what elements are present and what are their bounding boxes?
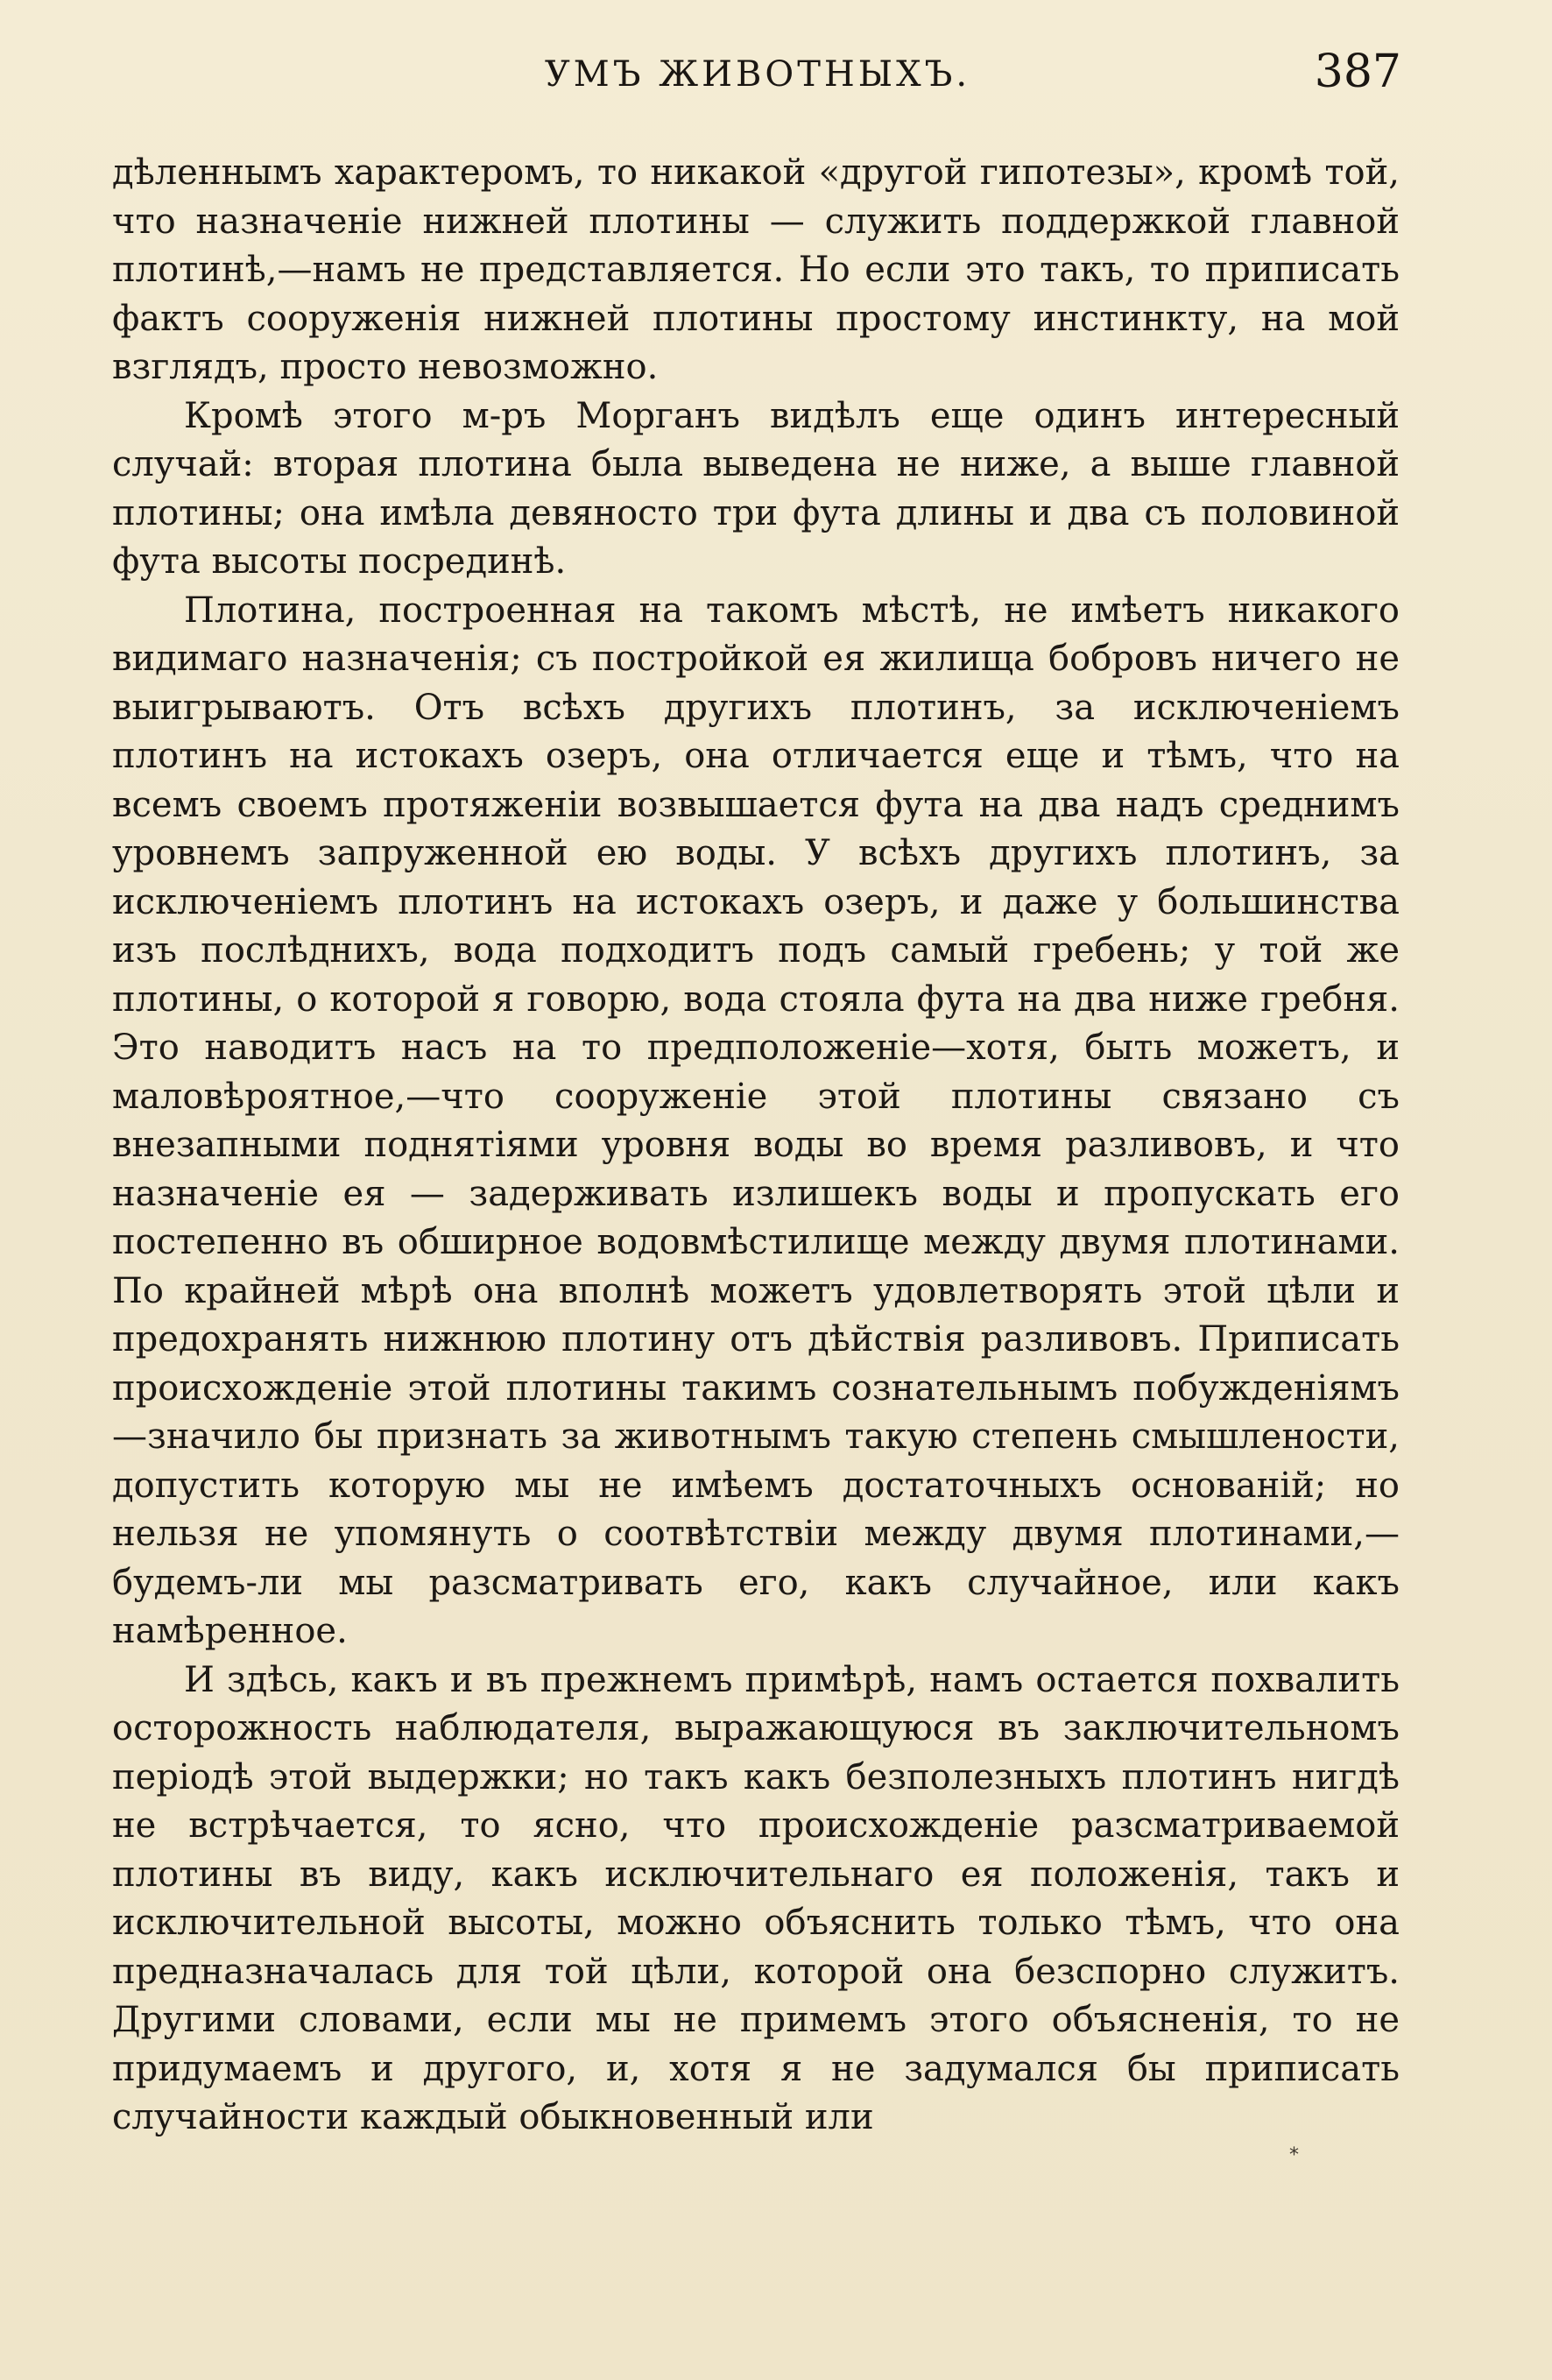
page-number: 387 [1314, 46, 1401, 98]
paragraph-2: Кромѣ этого м-ръ Морганъ видѣлъ еще одинъ интересный случай: вторая плотина была выведена не ниже, а выше главной плотины; она имѣла девяносто три фута длины и два съ половиной фута высоты посрединѣ. [112, 395, 1400, 582]
paragraph-3: Плотина, построенная на такомъ мѣстѣ, не имѣетъ никакого видимаго назначенія; съ постройкой ея жилища бобровъ ничего не выигрываютъ. Отъ всѣхъ другихъ плотинъ, за исключеніемъ плотинъ на истокахъ озеръ, она отличается еще и тѣмъ, что на всемъ своемъ протяженіи возвышается фута на два надъ среднимъ уровнемъ запруженной ею воды. У всѣхъ другихъ плотинъ, за исключеніемъ плотинъ на истокахъ озеръ, и даже у большинства изъ послѣднихъ, вода подходитъ подъ самый гребень; у той же плотины, о которой я говорю, вода стояла фута на два ниже гребня. Это наводитъ насъ на то предположеніе—хотя, быть можетъ, и маловѣроятное,—что сооруженіе этой плотины связано съ внезапными поднятіями уровня воды во время разливовъ, и что назначеніе ея — задерживать излишекъ воды и пропускать его постепенно въ обширное водовмѣстилище между двумя плотинами. По крайней мѣрѣ она вполнѣ можетъ удовлетворять этой цѣли и предохранять нижнюю плотину отъ дѣйствія разливовъ. Приписать происхожденіе этой плотины такимъ сознательнымъ побужденіямъ—значило бы признать за животнымъ такую степень смышлености, допустить которую мы не имѣемъ достаточныхъ основаній; но нельзя не упомянуть о соотвѣтствіи между двумя плотинами,—будемъ-ли мы разсматривать его, какъ случайное, или какъ намѣренное. [112, 590, 1400, 1651]
running-title: УМЪ ЖИВОТНЫХЪ. [544, 54, 971, 95]
paragraph-1: дѣленнымъ характеромъ, то никакой «другой гипотезы», кромѣ той, что назначеніе нижней плотины — служить поддержкой главной плотинѣ,—намъ не представляется. Но если это такъ, то приписать фактъ сооруженія нижней плотины простому инстинкту, на мой взглядъ, просто невозможно. [112, 152, 1400, 387]
paragraph-4: И здѣсь, какъ и въ прежнемъ примѣрѣ, намъ остается похвалить осторожность наблюдателя, выражающуюся въ заключительномъ періодѣ этой выдержки; но такъ какъ безполезныхъ плотинъ нигдѣ не встрѣчается, то ясно, что происхожденіе разсматриваемой плотины въ виду, какъ исключительнаго ея положенія, такъ и исключительной высоты, можно объяснить только тѣмъ, что она предназначалась для той цѣли, которой она безспорно служитъ. Другими словами, если мы не примемъ этого объясненія, то не придумаемъ и другого, и, хотя я не задумался бы приписать случайности каждый обыкновенный или [112, 1659, 1400, 2137]
page-header [114, 42, 1401, 112]
body-text [112, 149, 1400, 2143]
signature-mark: * [1289, 2144, 1299, 2166]
